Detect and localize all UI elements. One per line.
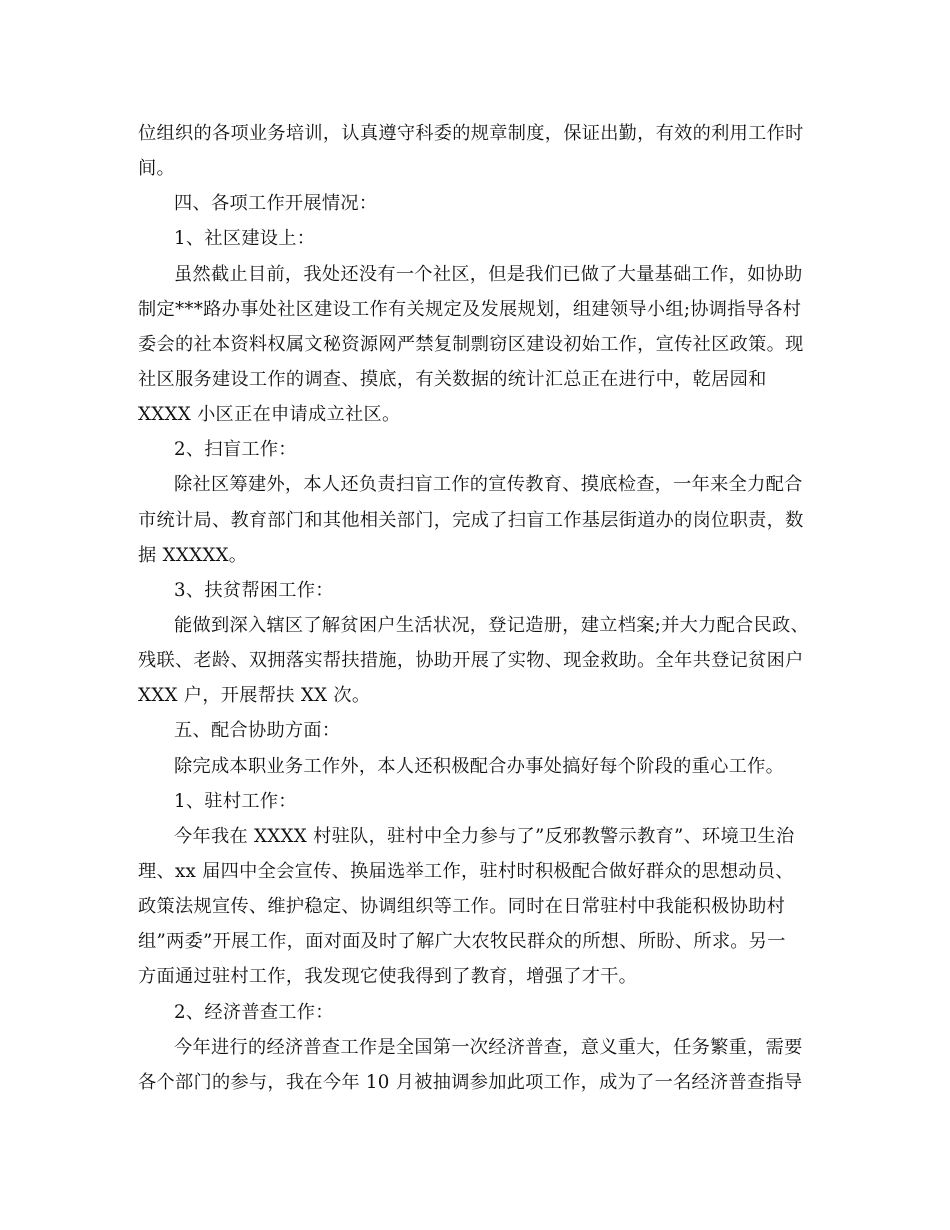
text-line: 市统计局、教育部门和其他相关部门，完成了扫盲工作基层街道办的岗位职责，数 <box>138 509 804 531</box>
text-line: 1、驻村工作： <box>174 790 297 812</box>
text-line: 制定***路办事处社区建设工作有关规定及发展规划，组建领导小组;协调指导各村 <box>138 298 802 320</box>
text-line: 据 XXXXX。 <box>138 544 248 566</box>
text-line: 3、扶贫帮困工作： <box>174 579 334 601</box>
document-body <box>138 116 818 1100</box>
text-line: 理、xx 届四中全会宣传、换届选举工作，驻村时积极配合做好群众的思想动员、 <box>138 860 794 882</box>
text-line: 1、社区建设上： <box>174 228 316 250</box>
text-line: 方面通过驻村工作，我发现它使我得到了教育，增强了才干。 <box>138 966 638 988</box>
text-line: 组”两委”开展工作，面对面及时了解广大农牧民群众的所想、所盼、所求。另一 <box>138 931 786 953</box>
text-line: 间。 <box>138 158 175 180</box>
text-line: XXX 户，开展帮扶 XX 次。 <box>138 685 371 707</box>
text-line: 2、经济普查工作： <box>174 1001 334 1023</box>
text-line: 五、配合协助方面： <box>174 720 341 742</box>
text-line: 政策法规宣传、维护稳定、协调组织等工作。同时在日常驻村中我能积极协助村 <box>138 896 786 918</box>
text-line: 各个部门的参与，我在今年 10 月被抽调参加此项工作，成为了一名经济普查指导 <box>138 1071 803 1093</box>
text-line: 位组织的各项业务培训，认真遵守科委的规章制度，保证出勤，有效的利用工作时 <box>138 123 804 144</box>
text-line: 今年进行的经济普查工作是全国第一次经济普查，意义重大，任务繁重，需要 <box>174 1036 803 1058</box>
text-line: 今年我在 XXXX 村驻队，驻村中全力参与了”反邪教警示教育”、环境卫生治 <box>174 825 795 847</box>
text-line: 社区服务建设工作的调查、摸底，有关数据的统计汇总正在进行中，乾居园和 <box>138 368 767 390</box>
text-line: 除社区筹建外，本人还负责扫盲工作的宣传教育、摸底检查，一年来全力配合 <box>174 474 803 496</box>
text-line: 四、各项工作开展情况： <box>174 193 378 215</box>
text-line: 残联、老龄、双拥落实帮扶措施，协助开展了实物、现金救助。全年共登记贫困户 <box>138 650 804 672</box>
text-line: 能做到深入辖区了解贫困户生活状况，登记造册，建立档案;并大力配合民政、 <box>174 614 810 636</box>
text-line: XXXX 小区正在申请成立社区。 <box>138 404 401 426</box>
text-line: 虽然截止目前，我处还没有一个社区，但是我们已做了大量基础工作，如协助 <box>174 263 803 285</box>
text-line: 委会的社本资料权属文秘资源网严禁复制剽窃区建设初始工作，宣传社区政策。现 <box>138 333 804 355</box>
text-line: 除完成本职业务工作外，本人还积极配合办事处搞好每个阶段的重心工作。 <box>174 755 785 777</box>
text-line: 2、扫盲工作： <box>174 439 297 461</box>
